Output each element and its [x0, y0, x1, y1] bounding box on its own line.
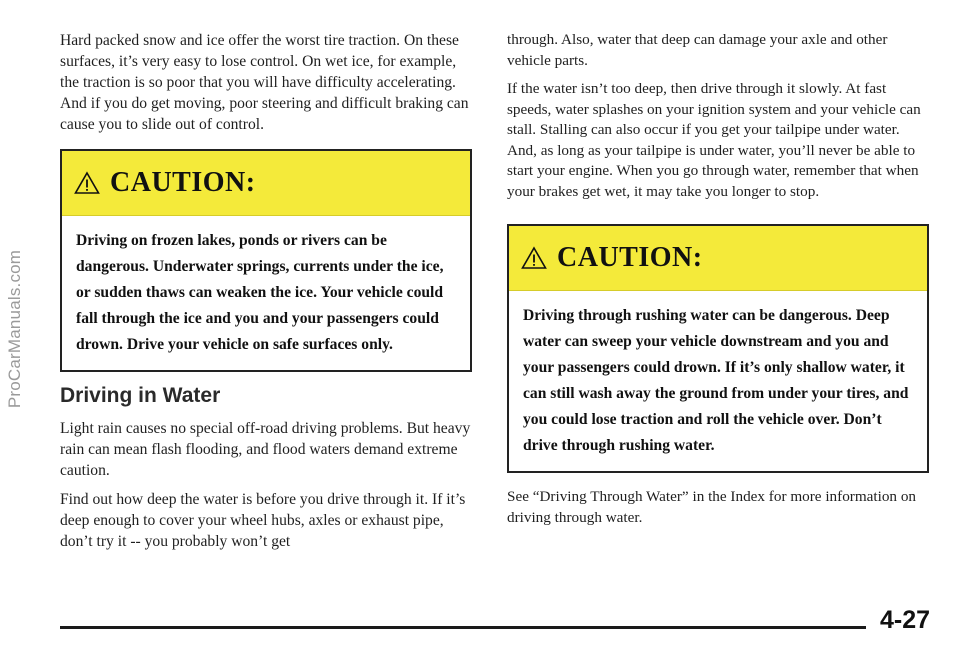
paragraph-axle-damage: through. Also, water that deep can damage your axle and other vehicle parts.: [507, 31, 888, 69]
caution-title: CAUTION:: [557, 242, 703, 273]
caution-box-rushing-water: [507, 224, 929, 473]
paragraph-index-reference: See “Driving Through Water” in the Index for more information on driving through water.: [507, 488, 917, 526]
caution-header: [509, 226, 927, 291]
page-number: 4-27: [880, 606, 931, 634]
footer-rule: [60, 626, 866, 629]
left-column: [60, 30, 472, 560]
right-column: [507, 30, 929, 536]
caution-text: Driving through rushing water can be dangerous. Deep water can sweep your vehicle downstream and you and your passengers could drown. If it’s only shallow water, it can still wash away the ground from under your tires, and you could lose traction and roll the vehicle over. Don’t drive through rushing water.: [523, 307, 909, 454]
paragraph-light-rain: Light rain causes no special off-road driving problems. But heavy rain can mean flash flooding, and flood waters demand extreme caution.: [60, 420, 471, 479]
section-heading-driving-in-water: Driving in Water: [60, 384, 221, 407]
paragraph-ice-traction: Hard packed snow and ice offer the worst tire traction. On these surfaces, it’s very easy to lose control. On wet ice, for example, the traction is so poor that you will have difficulty accelerating. And if you do get moving, poor steering and difficult braking can cause you to slide out of control.: [60, 32, 469, 133]
caution-title: CAUTION:: [110, 167, 256, 198]
watermark: [0, 0, 30, 658]
warning-triangle-icon: [74, 171, 100, 195]
caution-header: [62, 151, 470, 216]
caution-text: Driving on frozen lakes, ponds or rivers can be dangerous. Underwater springs, currents under the ice, or sudden thaws can weaken the ice. Your vehicle could fall through the ice and you and your passengers could drown. Drive your vehicle on safe surfaces only.: [76, 232, 444, 353]
paragraph-water-depth: Find out how deep the water is before you drive through it. If it’s deep enough to cover your wheel hubs, axles or exhaust pipe, don’t try it -- you probably won’t get: [60, 491, 466, 550]
paragraph-drive-slowly: If the water isn’t too deep, then drive through it slowly. At fast speeds, water splashes on your ignition system and your vehicle can stall. Stalling can also occur if you get your tailpipe under water. And, as long as your tailpipe is under water, you’ll never be able to start your engine. When you go through water, remember that when your brakes get wet, it may take you longer to stop.: [507, 80, 921, 200]
watermark-text: ProCarManuals.com: [5, 249, 24, 409]
caution-box-frozen-lakes: [60, 149, 472, 372]
warning-triangle-icon: [521, 246, 547, 270]
